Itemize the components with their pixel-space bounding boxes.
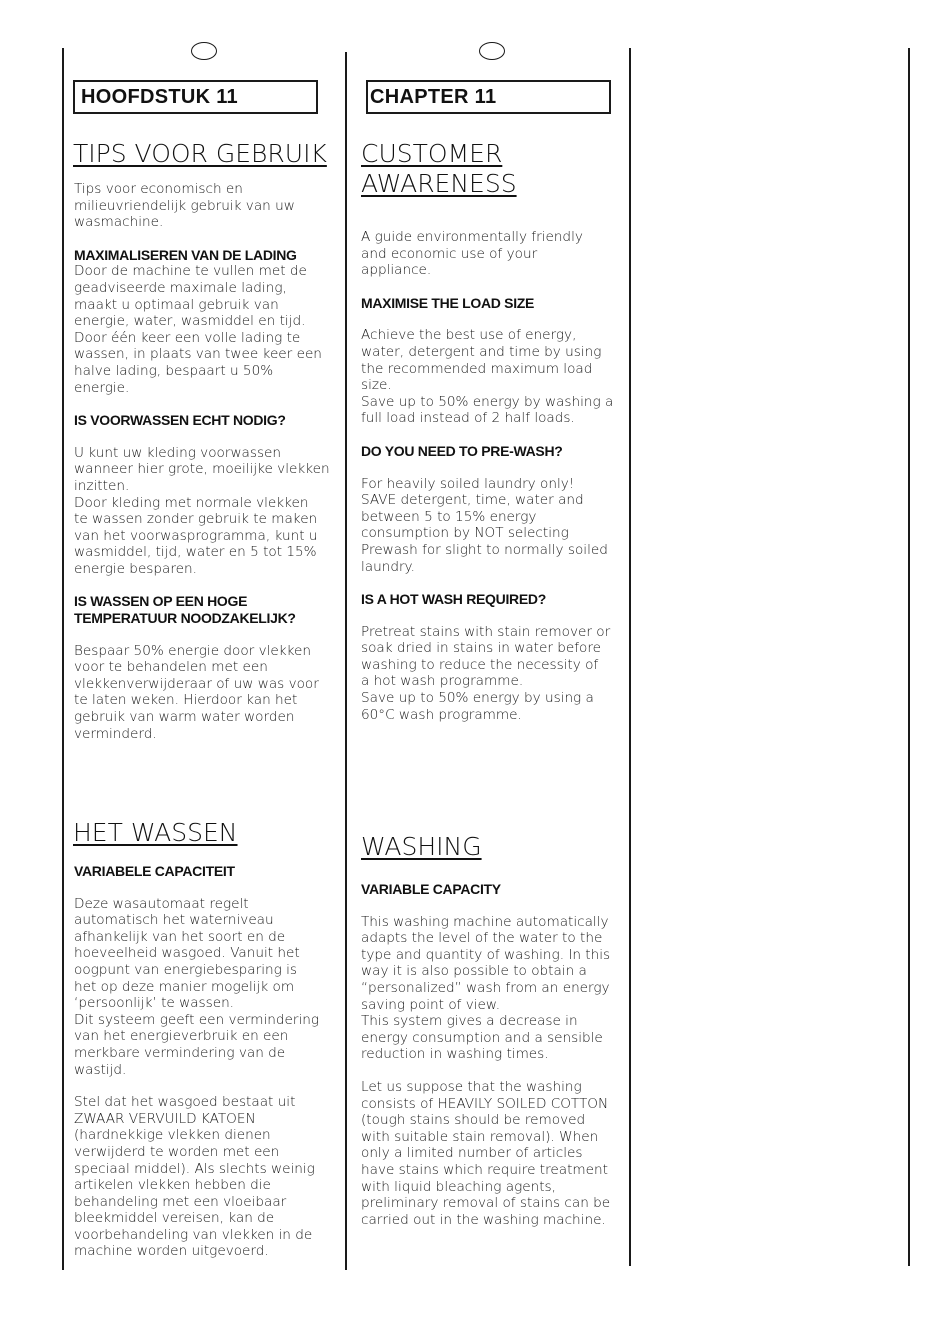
english-body-capacity: This washing machine automatically adapts the level of the water to the type and quantity of washing. In this way it is also possible to obtain a “personalized” wash from an energy saving point of view. This system gives a decrease in energy consumption and a sensible reduction in washing times. (361, 913, 611, 1063)
chapter-box-dutch: HOOFDSTUK 11 (73, 80, 318, 114)
english-section-top (361, 229, 623, 723)
english-body-cotton: Let us suppose that the washing consists of HEAVILY SOILED COTTON (tough stains should be removed with suitable stain removal). When only a limited number of articles have stains which require treatment with liquid bleaching agents, preliminary removal of stains can be carried out in the washing machine. (361, 1078, 611, 1228)
dutch-heading-capacity: VARIABELE CAPACITEIT (74, 863, 235, 879)
language-indicator-oval-left (191, 42, 217, 60)
dutch-title-washing: HET WASSEN (73, 818, 238, 847)
chapter-box-english: CHAPTER 11 (366, 80, 611, 114)
dutch-heading-hotwash: IS WASSEN OP EEN HOGE TEMPERATUUR NOODZAKELIJK? (74, 593, 296, 627)
english-body-prewash: For heavily soiled laundry only! SAVE detergent, time, water and between 5 to 15% energy consumption by NOT selecting Prewash for slight to normally soiled laundry. (361, 475, 608, 575)
dutch-body-prewash: U kunt uw kleding voorwassen wanneer hier grote, moeilijke vlekken inzitten. Door kleding met normale vlekken te wassen zonder gebruik te maken van het voorwasprogramma, kunt u wasmiddel, tijd, water en 5 tot 15% energie besparen. (74, 444, 330, 577)
english-body-hotwash: Pretreat stains with stain remover or soak dried in stains in water before washing to reduce the necessity of a hot wash programme. Save up to 50% energy by using a 60°C wash programme. (361, 623, 611, 723)
english-section-bottom (361, 881, 627, 1228)
far-right-rule (908, 48, 910, 1266)
english-heading-capacity: VARIABLE CAPACITY (361, 881, 501, 897)
english-title-washing: WASHING (361, 832, 482, 861)
dutch-section-top (74, 181, 336, 742)
right-column-rule (629, 48, 631, 1266)
dutch-title: TIPS VOOR GEBRUIK (73, 139, 327, 168)
dutch-body-hotwash: Bespaar 50% energie door vlekken voor te behandelen met een vlekkenverwijderaar of uw was voor te laten weken. Hierdoor kan het gebruik van warm water worden verminderd. (74, 642, 319, 742)
dutch-intro: Tips voor economisch en milieuvriendelijk gebruik van uw wasmachine. (74, 181, 295, 231)
english-heading-load: MAXIMISE THE LOAD SIZE (361, 294, 535, 311)
english-body-load: Achieve the best use of energy, water, detergent and time by using the recommended maximum load size. Save up to 50% energy by washing a full load instead of 2 half loads. (361, 327, 614, 427)
english-intro: A guide environmentally friendly and economic use of your appliance. (361, 229, 583, 279)
english-title (361, 139, 517, 199)
center-column-rule (345, 52, 347, 1270)
english-title-line2: AWARENESS (361, 169, 517, 198)
dutch-heading-prewash: IS VOORWASSEN ECHT NODIG? (74, 412, 286, 429)
language-indicator-oval-right (479, 42, 505, 60)
left-margin-rule (62, 48, 64, 1270)
dutch-body-capacity: Deze wasautomaat regelt automatisch het waterniveau afhankelijk van het soort en de hoeveelheid wasgoed. Vanuit het oogpunt van energiebesparing is het op deze manier mogelijk om ‘persoonlijk’ te wassen. Dit systeem geeft een vermindering van het energieverbruik en een merkbare vermindering van de wastijd. (74, 895, 319, 1078)
dutch-body-load: Door de machine te vullen met de geadviseerde maximale lading, maakt u optimaal gebruik van energie, water, wasmiddel en tijd. Door één keer een volle lading te wassen, in plaats van twee keer een halve lading, bespaart u 50% energie. (74, 263, 322, 396)
english-title-line1: CUSTOMER (361, 139, 503, 168)
dutch-heading-load: MAXIMALISEREN VAN DE LADING (74, 246, 297, 263)
english-heading-prewash: DO YOU NEED TO PRE-WASH? (361, 442, 563, 459)
dutch-body-cotton: Stel dat het wasgoed bestaat uit ZWAAR VERVUILD KATOEN (hardnekkige vlekken dienen verwijderd te worden met een speciaal middel). Als slechts weinig artikelen vlekken hebben die behandeling met een vloeibaar bleekmiddel vereisen, kan de voorbehandeling van vlekken in de machine worden uitgevoerd. (74, 1094, 315, 1260)
dutch-section-bottom (74, 863, 336, 1260)
english-heading-hotwash: IS A HOT WASH REQUIRED? (361, 591, 546, 608)
